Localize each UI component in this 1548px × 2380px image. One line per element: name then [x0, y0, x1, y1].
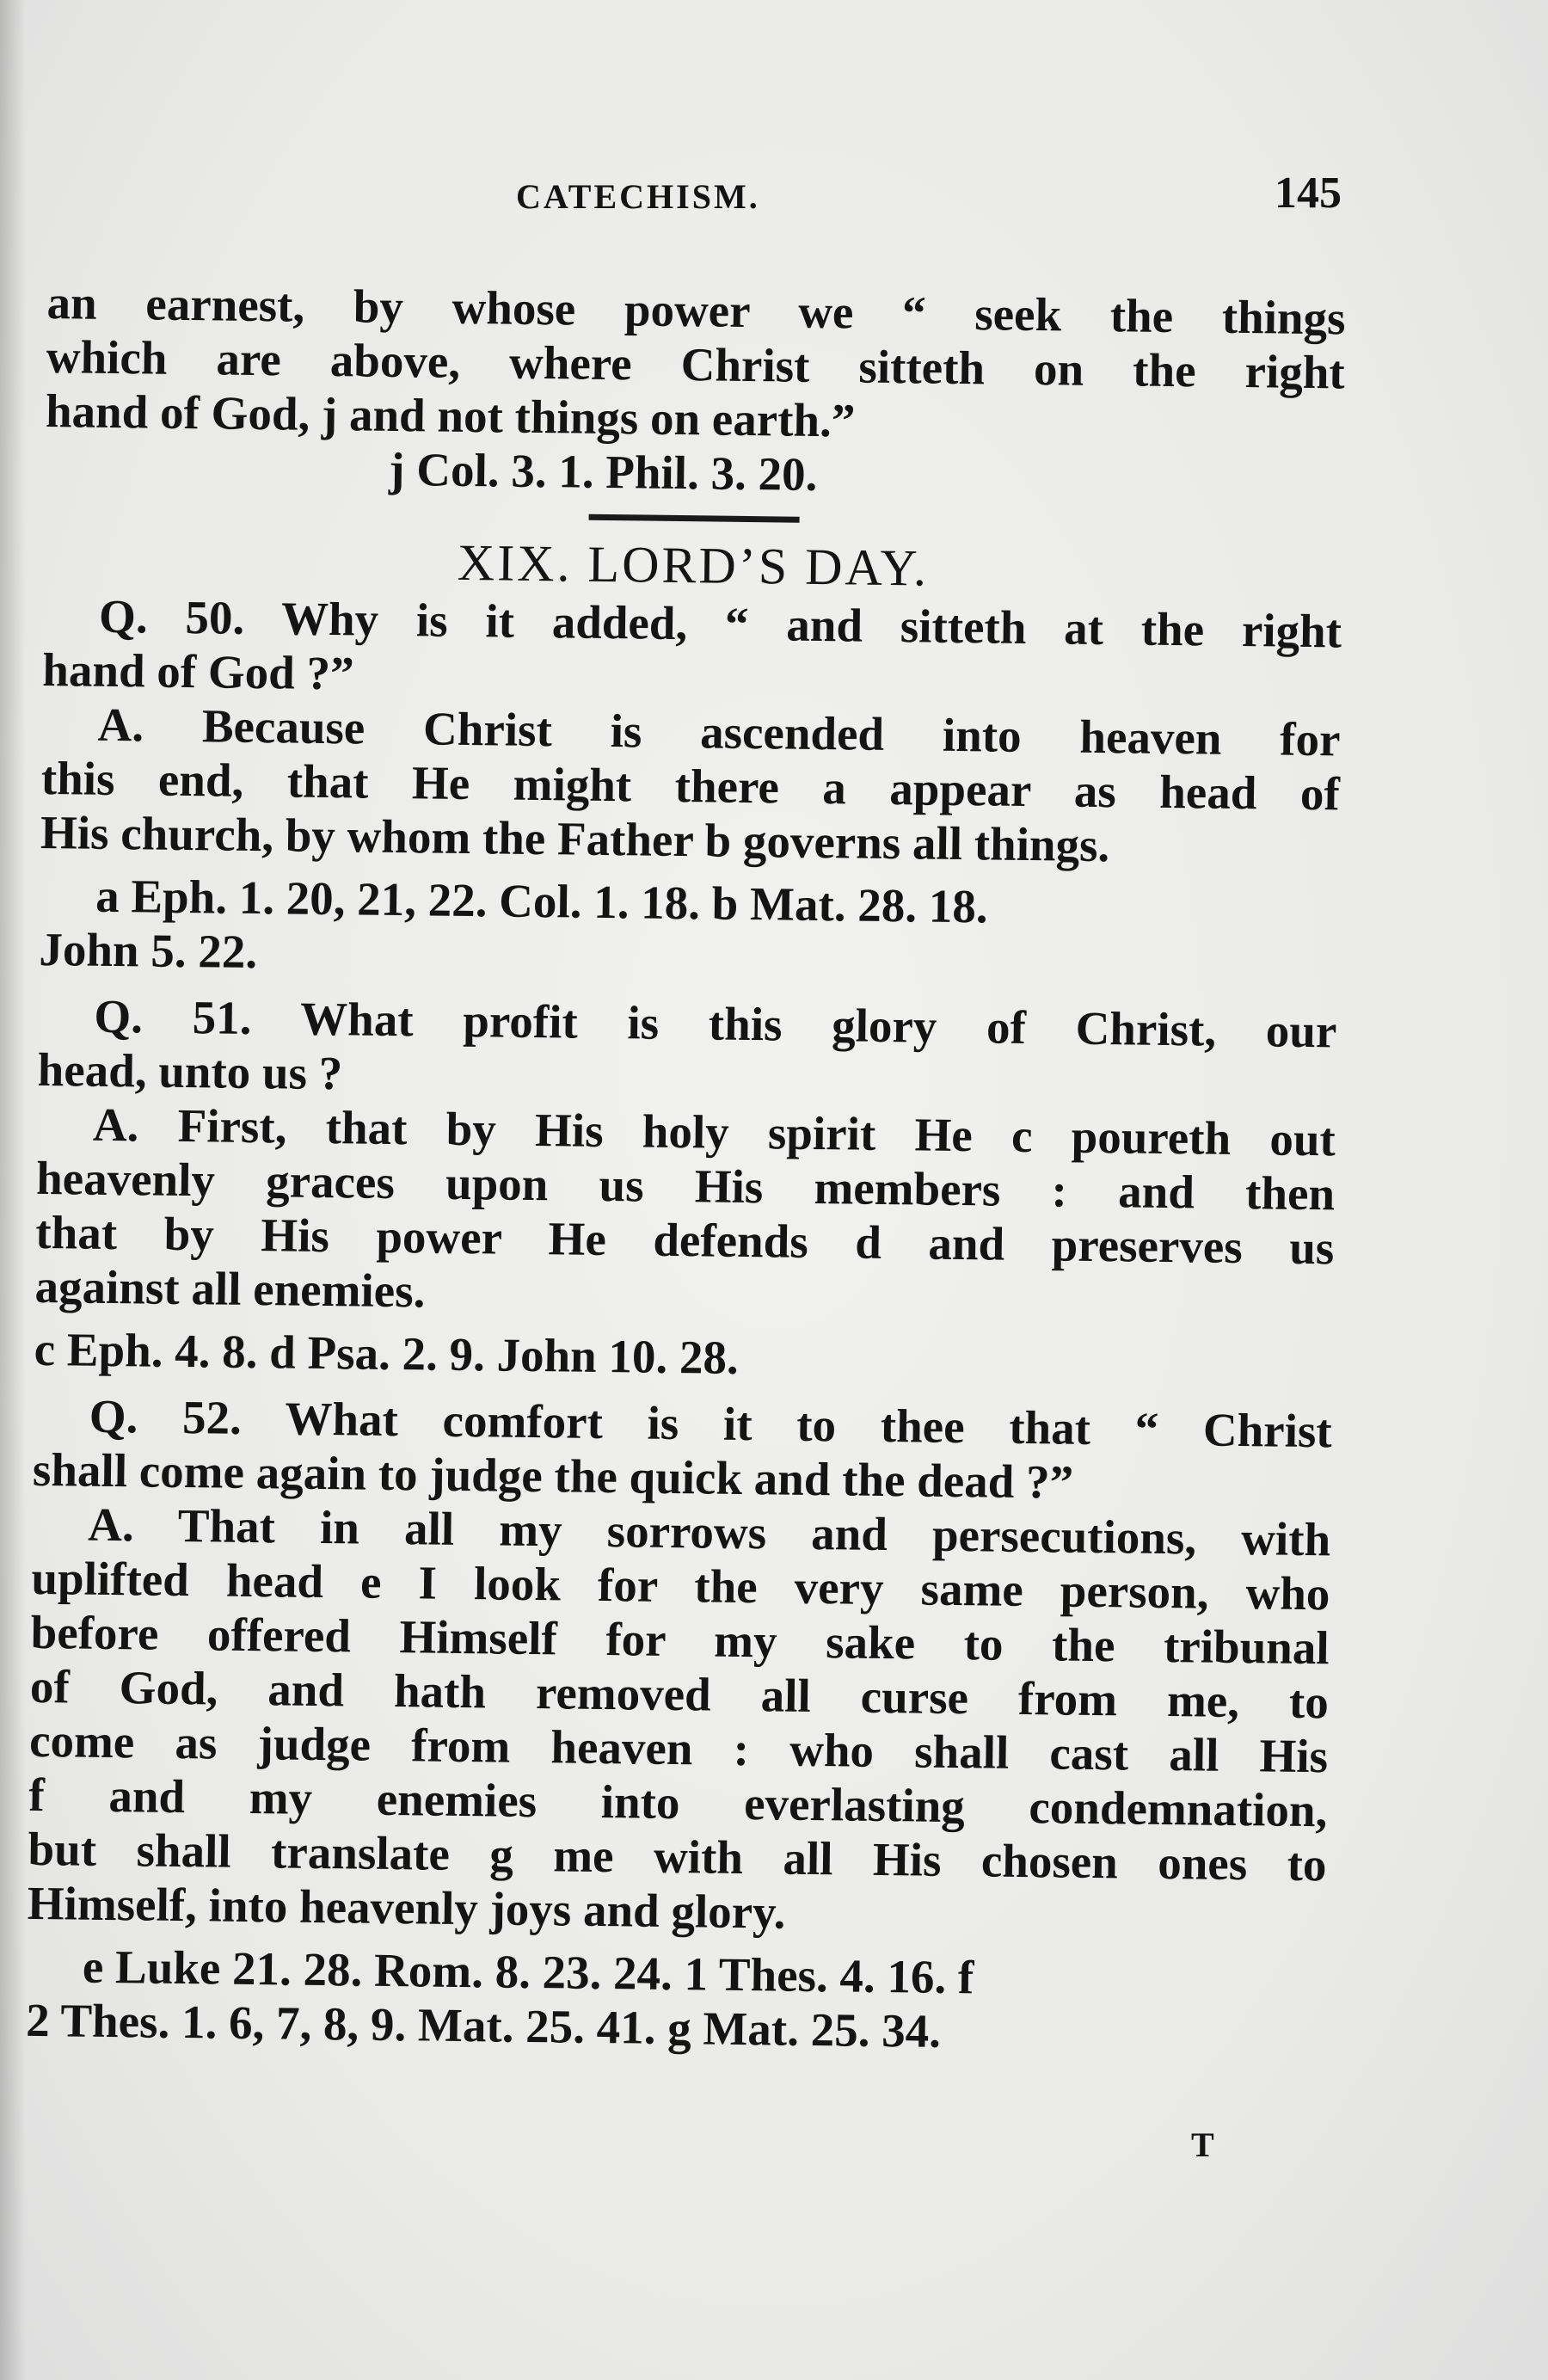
answer-line: come as judge from heaven : who shall cast all His	[28, 1713, 1329, 1783]
scripture-reference: a Eph. 1. 20, 21, 22. Col. 1. 18. b Mat. 28. 18.	[95, 869, 988, 933]
catechism-text	[26, 275, 1346, 2063]
answer-line: Himself, into heavenly joys and glory.	[27, 1876, 786, 1939]
carryover-line: an earnest, by whose power we “ seek the things	[46, 275, 1346, 345]
question-block-51	[34, 988, 1336, 1392]
question-line: hand of God ?”	[42, 643, 354, 700]
question-block-50	[39, 588, 1342, 992]
question-line: Q. 50. Why is it added, “ and sitteth at the right	[98, 589, 1342, 658]
scripture-reference: John 5. 22.	[39, 922, 258, 979]
answer-line: heavenly graces upon us His members : and then	[35, 1151, 1336, 1221]
scripture-reference: e Luke 21. 28. Rom. 8. 23. 24. 1 Thes. 4. 16. f	[82, 1940, 974, 2004]
answer-line: f and my enemies into everlasting condemnation,	[28, 1768, 1328, 1837]
answer-line: this end, that He might there a appear as head of	[40, 751, 1341, 821]
carryover-line: hand of God, j and not things on earth.”	[45, 384, 856, 447]
question-line: Q. 52. What comfort is it to thee that “ Christ	[89, 1389, 1333, 1458]
scripture-reference: 2 Thes. 1. 6, 7, 8, 9. Mat. 25. 41. g Mat. 25. 34.	[25, 1993, 942, 2057]
answer-line: that by His power He defends d and preserves us	[35, 1205, 1335, 1275]
carryover-reference: j Col. 3. 1. Phil. 3. 20.	[388, 442, 818, 501]
carryover-line: which are above, where Christ sitteth on the right	[46, 329, 1346, 399]
question-line: shall come again to judge the quick and the dead ?”	[32, 1442, 1074, 1509]
question-line: Q. 51. What profit is this glory of Christ, our	[94, 989, 1337, 1058]
question-block-52	[26, 1388, 1332, 2063]
answer-line: A. That in all my sorrows and persecutions, with	[87, 1497, 1331, 1566]
answer-line: before offered Himself for my sake to the tribunal	[30, 1605, 1330, 1675]
answer-line: against all enemies.	[34, 1259, 426, 1318]
signature-mark: T	[1191, 2125, 1214, 2164]
answer-line: but shall translate g me with all His chosen ones to	[28, 1822, 1327, 1891]
answer-line: A. First, that by His holy spirit He c poureth out	[92, 1098, 1336, 1166]
question-line: head, unto us ?	[37, 1042, 343, 1100]
page-header	[516, 169, 1342, 237]
page-edge-shadow	[0, 0, 26, 2380]
section-title: XIX. LORD’S DAY.	[457, 533, 930, 597]
answer-line: of God, and hath removed all curse from me, to	[29, 1659, 1330, 1729]
scripture-reference: c Eph. 4. 8. d Psa. 2. 9. John 10. 28.	[34, 1322, 740, 1384]
running-head: CATECHISM.	[516, 177, 760, 216]
page-number: 145	[1275, 169, 1342, 218]
section-divider	[588, 514, 799, 523]
answer-line: uplifted head e I look for the very same person, who	[31, 1551, 1330, 1620]
answer-line: A. Because Christ is ascended into heaven for	[97, 698, 1341, 766]
answer-line: His church, by whom the Father b governs all things.	[40, 805, 1110, 872]
